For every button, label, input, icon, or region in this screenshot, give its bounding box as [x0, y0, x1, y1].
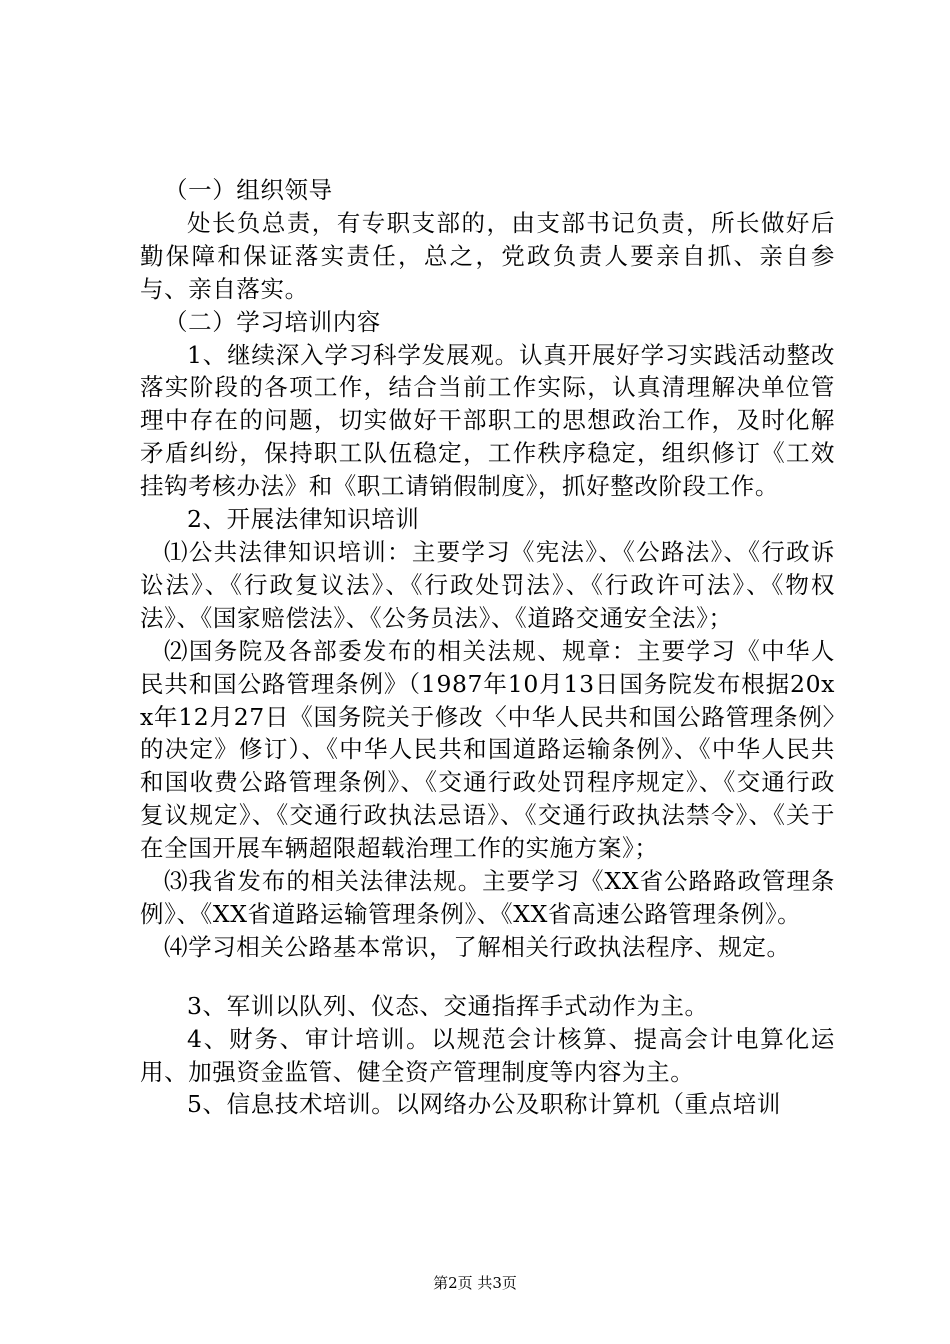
paragraph-subitem-3: ⑶我省发布的相关法律法规。主要学习《XX省公路路政管理条例》、《XX省道路运输管理条例》、《XX省高速公路管理条例》。: [140, 867, 835, 928]
paragraph-item-4: 4、财务、审计培训。以规范会计核算、提高会计电算化运用、加强资金监管、健全资产管理制度等内容为主。: [140, 1024, 835, 1086]
paragraph-subitem-2: ⑵国务院及各部委发布的相关法规、规章：主要学习《中华人民共和国公路管理条例》（1987年10月13日国务院发布根据20xx年12月27日《国务院关于修改〈中华人民共和国公路管理条例〉的决定》修订）、《中华人民共和国道路运输条例》、《中华人民共和国收费公路管理条例》、《交通行政处罚程序规定》、《交通行政复议规定》、《交通行政执法忌语》、《交通行政执法禁令》、《关于在全国开展车辆超限超载治理工作的实施方案》；: [140, 636, 835, 863]
paragraph-organization: 处长负总责，有专职支部的，由支部书记负责，所长做好后勤保障和保证落实责任，总之，党政负责人要亲自抓、亲自参与、亲自落实。: [140, 208, 835, 303]
paragraph-item-3: 3、军训以队列、仪态、交通指挥手式动作为主。: [187, 991, 709, 1020]
document-body: [140, 174, 835, 1121]
paragraph-item-2: 2、开展法律知识培训: [187, 505, 420, 534]
paragraph-subitem-4: ⑷学习相关公路基本常识，了解相关行政执法程序、规定。: [164, 932, 791, 961]
section-heading-training-content: （二）学习培训内容: [164, 307, 381, 336]
page-number-footer: 第2页 共3页: [433, 1274, 517, 1292]
paragraph-item-1: 1、继续深入学习科学发展观。认真开展好学习实践活动整改落实阶段的各项工作，结合当前工作实际，认真清理解决单位管理中存在的问题，切实做好干部职工的思想政治工作，及时化解矛盾纠纷，保持职工队伍稳定，工作秩序稳定，组织修订《工效挂钩考核办法》和《职工请销假制度》，抓好整改阶段工作。: [140, 340, 835, 501]
paragraph-subitem-1: ⑴公共法律知识培训：主要学习《宪法》、《公路法》、《行政诉讼法》、《行政复议法》、《行政处罚法》、《行政许可法》、《物权法》、《国家赔偿法》、《公务员法》、《道路交通安全法》；: [140, 537, 835, 632]
paragraph-item-5: 5、信息技术培训。以网络办公及职称计算机（重点培训: [187, 1090, 781, 1119]
section-heading-organization: （一）组织领导: [164, 176, 333, 204]
